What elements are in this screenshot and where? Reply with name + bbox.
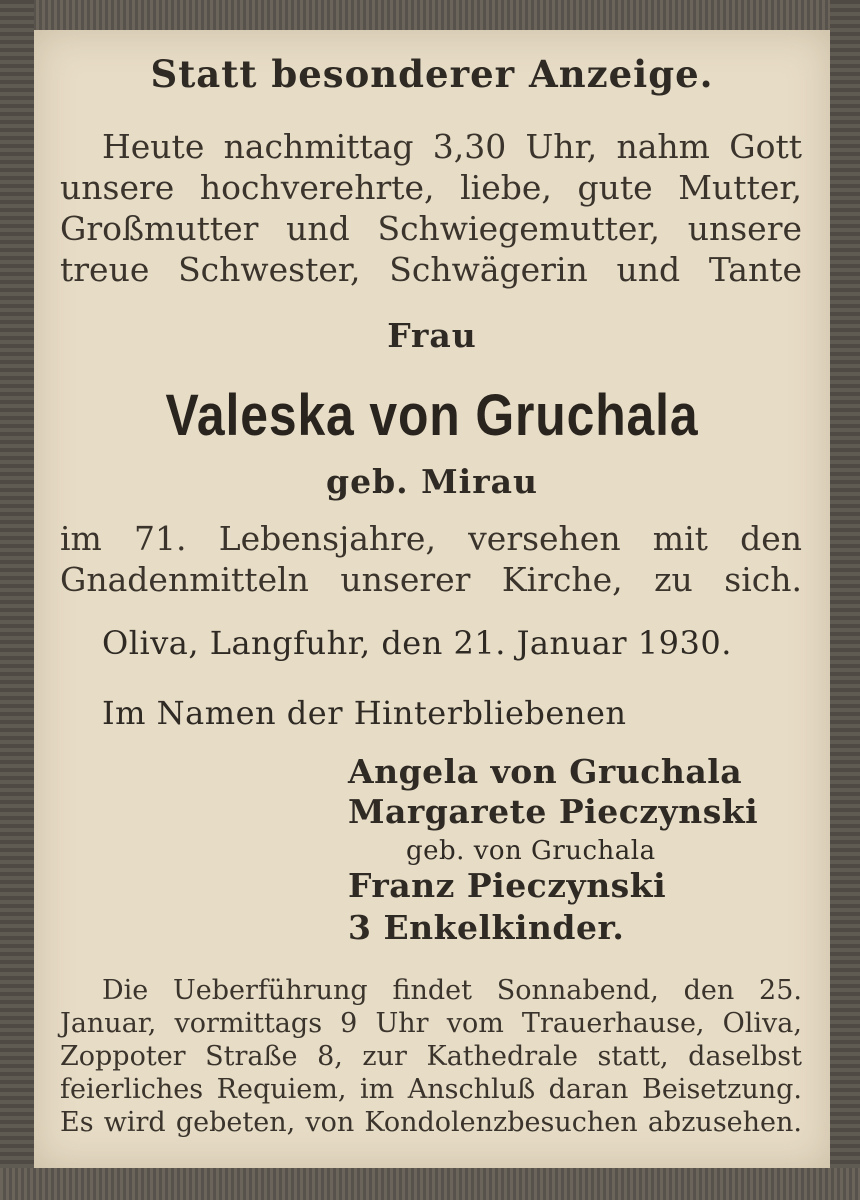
page-border-left <box>0 0 34 1200</box>
death-line: Gnadenmitteln unserer Kirche, zu sich. <box>60 560 802 599</box>
notice-heading: Statt besonderer Anzeige. <box>150 52 714 96</box>
on-behalf-line: Im Namen der Hinterbliebenen <box>102 694 627 732</box>
intro-line: Heute nachmittag 3,30 Uhr, nahm Gott <box>102 127 802 166</box>
signatory: 3 Enkelkinder. <box>348 908 625 947</box>
signatory-note: geb. von Gruchala <box>406 836 656 866</box>
death-paragraph <box>60 518 802 600</box>
funeral-line: Zoppoter Straße 8, zur Kathedrale statt, daselbst <box>60 1041 802 1072</box>
funeral-line: Die Ueberführung findet Sonnabend, den 25. <box>102 975 802 1006</box>
obituary-notice <box>34 30 830 1168</box>
funeral-line: Es wird gebeten, von Kondolenzbesuchen abzusehen. <box>60 1107 802 1138</box>
deceased-name: Valeska von Gruchala <box>165 383 699 448</box>
honorific-title: Frau <box>387 316 477 355</box>
funeral-line: Januar, vormittags 9 Uhr vom Trauerhause, Oliva, <box>60 1008 802 1039</box>
page-border-top <box>0 0 860 30</box>
death-line: im 71. Lebensjahre, versehen mit den <box>60 519 802 558</box>
intro-line: Großmutter und Schwiegemutter, unsere <box>60 209 802 248</box>
signatory: Angela von Gruchala <box>348 752 743 791</box>
intro-line: treue Schwester, Schwägerin und Tante <box>60 250 802 289</box>
signatory: Margarete Pieczynski <box>348 792 759 831</box>
funeral-line: feierliches Requiem, im Anschluß daran Beisetzung. <box>60 1074 802 1105</box>
page-border-bottom <box>0 1168 860 1200</box>
funeral-paragraph <box>60 974 802 1139</box>
intro-paragraph <box>60 126 802 290</box>
signatory: Franz Pieczynski <box>348 866 667 905</box>
birth-name: geb. Mirau <box>326 462 538 501</box>
place-date: Oliva, Langfuhr, den 21. Januar 1930. <box>102 624 732 662</box>
page-border-right <box>830 0 860 1200</box>
intro-line: unsere hochverehrte, liebe, gute Mutter, <box>60 168 802 207</box>
